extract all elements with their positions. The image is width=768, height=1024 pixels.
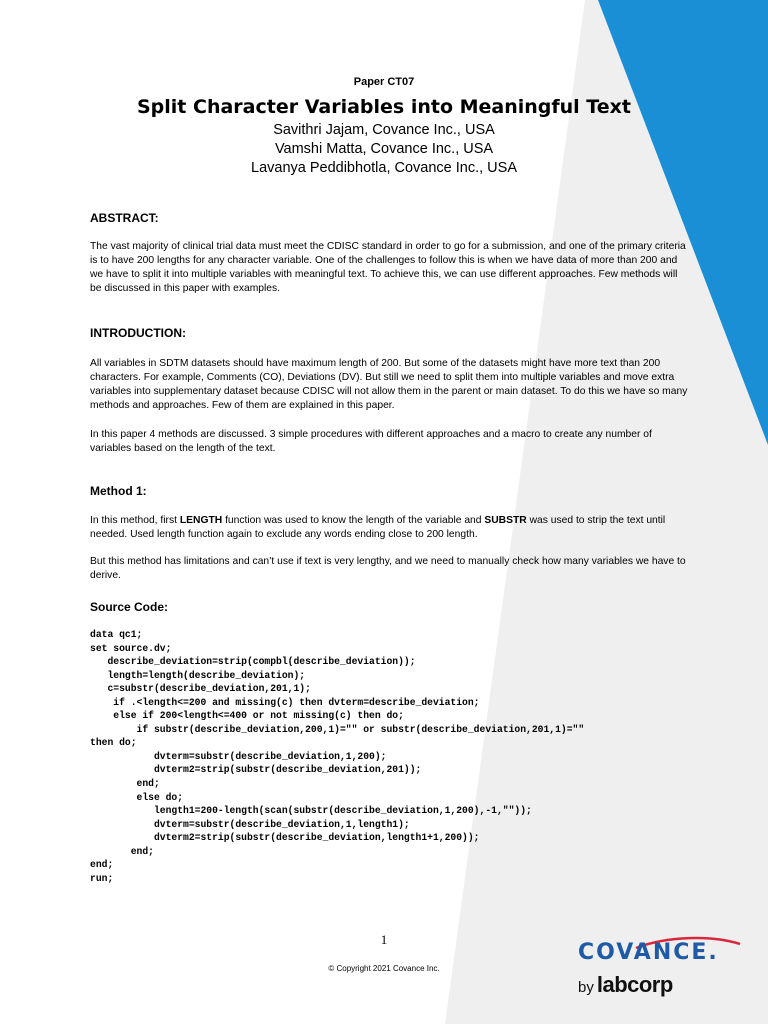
copyright-notice: © Copyright 2021 Covance Inc. — [328, 964, 440, 973]
paper-title: Split Character Variables into Meaningful Text — [137, 96, 631, 118]
method1-heading: Method 1: — [90, 484, 147, 498]
abstract-heading: ABSTRACT: — [90, 211, 159, 225]
introduction-paragraph-1: All variables in SDTM datasets should have maximum length of 200. But some of the datasets might have more text than 200 characters. For example, Comments (CO), Deviations (DV). But still we need to split them into multiple variables and move extra variables into supplementary dataset because CDISC will not allow them in the parent or main dataset. To do this we have so many methods and approaches. Few of them are explained in this paper. — [90, 358, 688, 411]
introduction-paragraph-2: In this paper 4 methods are discussed. 3 simple procedures with different approaches and a macro to create any number of variables based on the length of the text. — [90, 429, 652, 454]
page-number: 1 — [380, 932, 388, 947]
paper-number: Paper CT07 — [353, 76, 415, 88]
author-1: Savithri Jajam, Covance Inc., USA — [273, 122, 495, 138]
logo-by-text: by — [578, 979, 594, 996]
author-2: Vamshi Matta, Covance Inc., USA — [274, 141, 494, 157]
source-code-block: data qc1; set source.dv; describe_deviation=strip(compbl(describe_deviation)); length=length(describe_deviation); c=substr(describe_deviation,201,1); if .<length<=200 and missing(c) then dvterm=describe_deviation; else if 200<length<=400 or not missing(c) then do; if substr(describe_deviation,200,1)="" or substr(describe_deviation,201,1)="" then do; dvterm=substr(describe_deviation,1,200); dvterm2=strip(substr(describe_deviation,201)); end; else do; length1=200-length(scan(substr(describe_deviation,1,200),-1,"")); dvterm=substr(describe_deviation,1,length1); dvterm2=strip(substr(describe_deviation,length1+1,200)); end; end; run; — [90, 629, 585, 884]
introduction-heading: INTRODUCTION: — [90, 326, 186, 340]
source-code-heading: Source Code: — [90, 600, 169, 614]
method1-paragraph-2: But this method has limitations and can’t use if text is very lengthy, and we need to manually check how many variables we have to derive. — [90, 556, 686, 581]
substr-keyword: SUBSTR — [484, 515, 527, 526]
covance-labcorp-logo — [576, 936, 746, 1000]
logo-labcorp-text: labcorp — [596, 972, 673, 997]
logo-byline — [578, 972, 673, 998]
abstract-text: The vast majority of clinical trial data must meet the CDISC standard in order to go for a submission, and one of the primary criteria is to have 200 lengths for any character variable. One of the challenges to follow this is when we have data of more than 200 and we have to split it into multiple variables with meaningful text. To achieve this, we can use different approaches. Few methods will be discussed in this paper with examples. — [90, 241, 686, 294]
author-3: Lavanya Peddibhotla, Covance Inc., USA — [251, 160, 517, 176]
method1-paragraph-1: In this method, first LENGTH function was used to know the length of the variable and SUBSTR was used to strip the text until needed. Used length function again to exclude any words ending close to 200 length. — [90, 515, 666, 540]
length-keyword: LENGTH — [179, 515, 223, 526]
logo-covance-text: COVANCE. — [578, 940, 719, 965]
